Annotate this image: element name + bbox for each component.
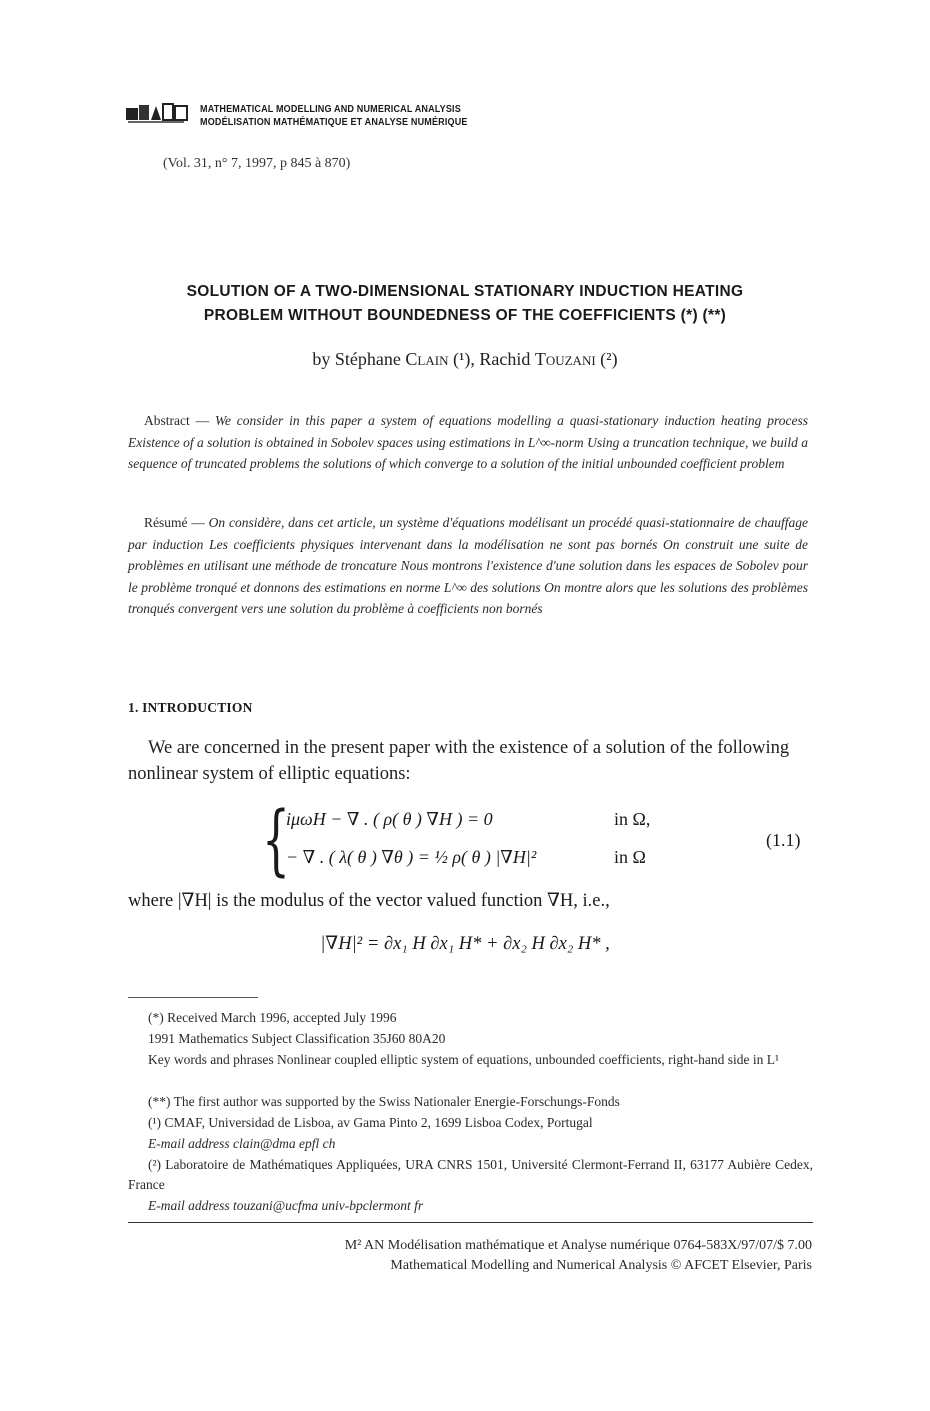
resume-label: Résumé — [144,515,209,530]
volume-info: (Vol. 31, n° 7, 1997, p 845 à 870) [163,156,351,171]
footnote-affiliation-1: (¹) CMAF, Universidad de Lisboa, av Gama Pinto 2, 1699 Lisboa Codex, Portugal [148,1115,593,1130]
journal-header [200,103,468,129]
footnote-email-2: E-mail address touzani@ucfma univ-bpclermont fr [148,1198,424,1213]
resume-text: On considère, dans cet article, un système d'équations modélisant un procédé quasi-stationnaire de chauffage par induction Les coefficients physiques intervenant dans la modélisation ne sont pas bornés On construit une suite de problèmes en utilisant une méthode de troncature Nous montrons l'existence d'une solution dans les espaces de Sobolev pour le problème tronqué et donnons des estimations en norme L^∞ des solutions On montre alors que les solutions des problèmes tronqués convergent vers une solution du problème à coefficients non bornés [128,515,808,616]
paper-title [0,280,930,328]
intro-text: We are concerned in the present paper with the existence of a solution of the following nonlinear system of elliptic equations: [128,738,790,784]
bottom-rule [128,1222,813,1223]
equation-line-1-domain: in Ω, [614,809,651,829]
footnote-received: (*) Received March 1996, accepted July 1996 [148,1010,397,1025]
section-heading: 1. INTRODUCTION [128,700,253,715]
gradient-modulus-equation [0,933,930,955]
author-1-note: (¹), Rachid [448,349,535,369]
equation-line-1: iμωH − ∇ . ( ρ( θ ) ∇H ) = 0 [286,809,493,829]
journal-name-en: MATHEMATICAL MODELLING AND NUMERICAL ANALYSIS [200,103,461,115]
footnote-msc: 1991 Mathematics Subject Classification 35J60 80A20 [148,1031,446,1046]
equation-brace: { [262,796,290,886]
footnote-email-1: E-mail address clain@dma epfl ch [148,1136,336,1151]
equation-number: (1.1) [766,830,801,850]
intro-paragraph [128,735,812,787]
abstract-text: We consider in this paper a system of equations modelling a quasi-stationary induction heating process Existence of a solution is obtained in Sobolev spaces using estimations in L^∞-norm Using a truncation technique, we build a sequence of truncated problems the solutions of which converge to a solution of the initial unbounded coefficient problem [128,413,808,471]
journal-logo [126,102,188,124]
journal-name-fr: MODÉLISATION MATHÉMATIQUE ET ANALYSE NUMÉRIQUE [200,116,468,128]
title-line-2: PROBLEM WITHOUT BOUNDEDNESS OF THE COEFFICIENTS (*) (**) [203,307,727,324]
abstract [128,410,808,475]
resume [128,512,808,620]
abstract-label: Abstract — [144,413,215,428]
authors-prefix: by Stéphane [312,349,406,369]
publisher-line-1: M² AN Modélisation mathématique et Analyse numérique 0764-583X/97/07/$ 7.00 [344,1238,812,1253]
footnote-separator [128,997,258,998]
author-1-lastname: Clain [405,349,449,369]
equation-system [270,800,690,880]
where-sentence: where |∇H| is the modulus of the vector valued function ∇H, i.e., [128,891,610,911]
footnote-funding: (**) The first author was supported by the Swiss Nationaler Energie-Forschungs-Fonds [148,1094,620,1109]
title-line-1: SOLUTION OF A TWO-DIMENSIONAL STATIONARY INDUCTION HEATING [186,283,744,300]
authors [0,349,930,370]
author-2-lastname: Touzani [534,349,596,369]
author-2-note: (²) [595,349,618,369]
footnote-keywords: Key words and phrases Nonlinear coupled elliptic system of equations, unbounded coefficients, right-hand side in L¹ [148,1052,780,1067]
footnote-affiliation-2: (²) Laboratoire de Mathématiques Appliquées, URA CNRS 1501, Université Clermont-Ferrand II, 63177 Aubière Cedex, France [128,1157,813,1192]
equation-line-2-domain: in Ω [614,847,646,867]
equation-line-2: − ∇ . ( λ( θ ) ∇θ ) = ½ ρ( θ ) |∇H|² [286,847,537,867]
gradient-modulus-formula: |∇H|² = ∂x₁ H ∂x₁ H* + ∂x₂ H ∂x₂ H* , [320,934,610,954]
publisher-line-2: Mathematical Modelling and Numerical Analysis © AFCET Elsevier, Paris [390,1258,812,1273]
